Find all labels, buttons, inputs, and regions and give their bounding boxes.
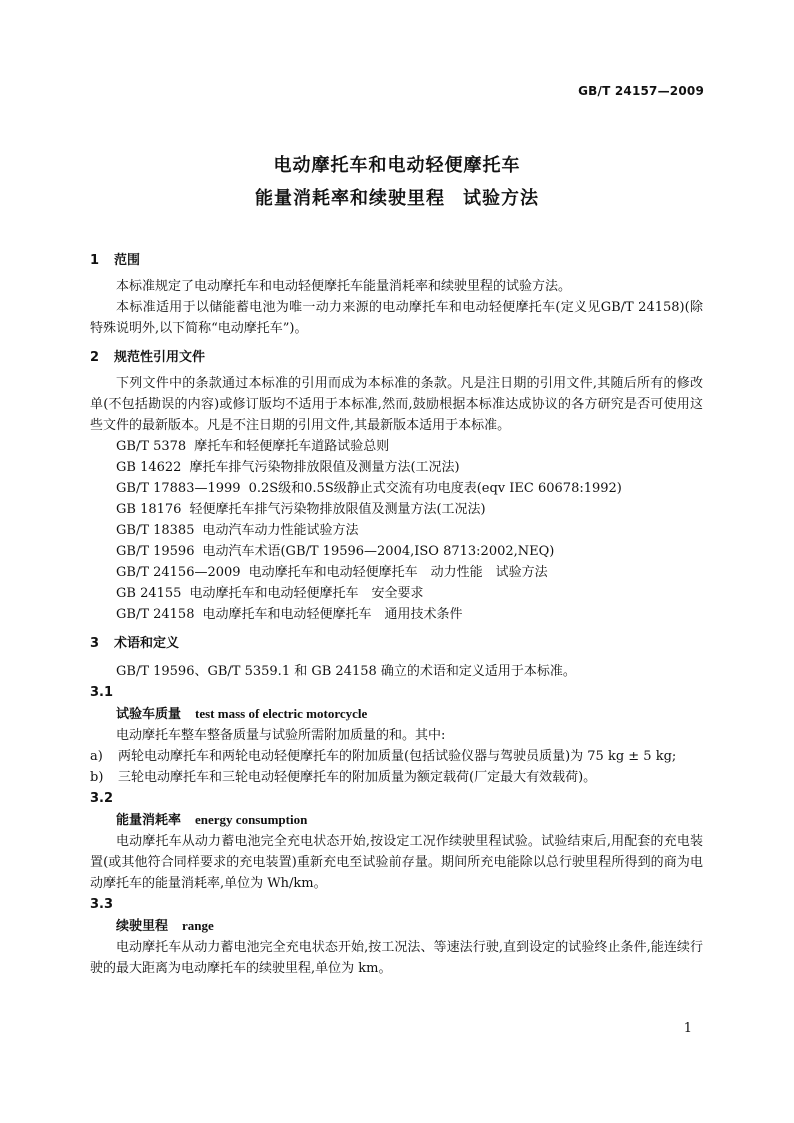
list-item (90, 767, 703, 788)
reference-title: 摩托车排气污染物排放限值及测量方法(工况法) (189, 460, 460, 475)
reference-code: GB/T 19596 (116, 544, 195, 559)
term-english: range (182, 918, 214, 933)
paragraph: 本标准规定了电动摩托车和电动轻便摩托车能量消耗率和续驶里程的试验方法。 (116, 279, 572, 294)
reference-item (90, 562, 703, 583)
reference-code: GB/T 17883—1999 (116, 481, 241, 496)
paragraph: 本标准适用于以储能蓄电池为唯一动力来源的电动摩托车和电动轻便摩托车(定义见GB/T 24158)(除特殊说明外,以下简称“电动摩托车”)。 (90, 300, 703, 336)
document-body (90, 248, 703, 979)
term-heading (90, 703, 703, 725)
section-title: 术语和定义 (114, 635, 180, 651)
reference-title: 电动汽车术语(GB/T 19596—2004,ISO 8713:2002,NEQ) (202, 544, 555, 559)
reference-item (90, 499, 703, 520)
title-line2-part1: 能量消耗率和续驶里程 (255, 188, 445, 209)
reference-code: GB 14622 (116, 460, 182, 475)
section-heading-normative-references (90, 345, 703, 369)
reference-code: GB/T 24156—2009 (116, 565, 241, 580)
clause-number: 3.2 (90, 791, 114, 806)
reference-title: 电动摩托车和电动轻便摩托车 通用技术条件 (202, 607, 463, 622)
section-heading-scope (90, 248, 703, 272)
reference-title: 0.2S级和0.5S级静止式交流有功电度表(eqv IEC 60678:1992) (248, 481, 622, 496)
term-definition: 电动摩托车整车整备质量与试验所需附加质量的和。其中: (116, 728, 446, 743)
reference-code: GB 24155 (116, 586, 182, 601)
reference-code: GB/T 5378 (116, 439, 187, 454)
reference-item (90, 604, 703, 625)
standard-number: GB/T 24157—2009 (578, 84, 704, 98)
list-item-label: b) (90, 770, 104, 785)
clause-number: 3.3 (90, 897, 114, 912)
document-title-line2 (0, 184, 794, 210)
reference-item (90, 478, 703, 499)
reference-title: 电动摩托车和电动轻便摩托车 动力性能 试验方法 (248, 565, 548, 580)
paragraph: GB/T 19596、GB/T 5359.1 和 GB 24158 确立的术语和定义适用于本标准。 (116, 664, 576, 679)
clause-number: 3.1 (90, 685, 114, 700)
reference-item (90, 457, 703, 478)
reference-item (90, 436, 703, 457)
title-line2-part2: 试验方法 (463, 188, 539, 209)
section-number: 2 (90, 349, 100, 365)
reference-code: GB/T 24158 (116, 607, 195, 622)
list-item (90, 746, 703, 767)
term-english: energy consumption (195, 812, 308, 827)
term-definition: 电动摩托车从动力蓄电池完全充电状态开始,按设定工况作续驶里程试验。试验结束后,用配套的充电装置(或其他符合同样要求的充电装置)重新充电至试验前存量。期间所充电能除以总行驶里程所得到的商为电动摩托车的能量消耗率,单位为 Wh/km。 (90, 834, 703, 891)
term-chinese: 试验车质量 (116, 707, 182, 722)
section-number: 1 (90, 252, 100, 268)
section-title: 规范性引用文件 (114, 349, 206, 365)
reference-title: 电动摩托车和电动轻便摩托车 安全要求 (189, 586, 424, 601)
reference-code: GB 18176 (116, 502, 182, 517)
page-number: 1 (683, 1021, 692, 1036)
reference-item (90, 541, 703, 562)
reference-item (90, 520, 703, 541)
term-chinese: 能量消耗率 (116, 813, 182, 828)
list-item-text: 两轮电动摩托车和两轮电动轻便摩托车的附加质量(包括试验仪器与驾驶员质量)为 75 kg ± 5 kg; (118, 749, 677, 764)
list-item-label: a) (90, 749, 103, 764)
paragraph: 下列文件中的条款通过本标准的引用而成为本标准的条款。凡是注日期的引用文件,其随后所有的修改单(不包括勘误的内容)或修订版均不适用于本标准,然而,鼓励根据本标准达成协议的各方研究是否可使用这些文件的最新版本。凡是不注日期的引用文件,其最新版本适用于本标准。 (90, 376, 703, 433)
section-heading-terms (90, 631, 703, 655)
term-heading (90, 915, 703, 937)
term-definition: 电动摩托车从动力蓄电池完全充电状态开始,按工况法、等速法行驶,直到设定的试验终止条件,能连续行驶的最大距离为电动摩托车的续驶里程,单位为 km。 (90, 940, 703, 976)
reference-title: 电动汽车动力性能试验方法 (202, 523, 359, 538)
term-heading (90, 809, 703, 831)
reference-item (90, 583, 703, 604)
section-number: 3 (90, 635, 100, 651)
reference-code: GB/T 18385 (116, 523, 195, 538)
reference-title: 摩托车和轻便摩托车道路试验总则 (194, 439, 390, 454)
list-item-text: 三轮电动摩托车和三轮电动轻便摩托车的附加质量为额定载荷(厂定最大有效载荷)。 (118, 770, 597, 785)
term-english: test mass of electric motorcycle (195, 706, 368, 721)
reference-title: 轻便摩托车排气污染物排放限值及测量方法(工况法) (189, 502, 486, 517)
section-title: 范围 (114, 252, 141, 268)
term-chinese: 续驶里程 (116, 919, 169, 934)
document-title-line1: 电动摩托车和电动轻便摩托车 (273, 155, 521, 176)
